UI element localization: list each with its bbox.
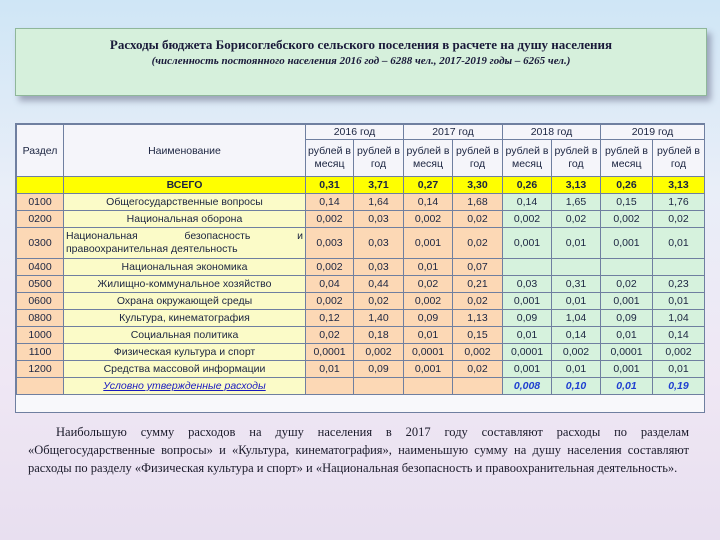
row-value: 0,0001 — [306, 344, 354, 361]
row-value: 0,002 — [653, 344, 705, 361]
header-year: 2017 год — [404, 125, 503, 140]
row-code: 1000 — [17, 327, 64, 344]
table-row — [17, 259, 705, 276]
conditional-value: 0,19 — [653, 378, 705, 395]
row-value: 0,01 — [653, 228, 705, 259]
table-row — [17, 293, 705, 310]
row-value: 0,23 — [653, 276, 705, 293]
row-value: 1,76 — [653, 194, 705, 211]
row-value: 0,14 — [503, 194, 552, 211]
row-code: 0500 — [17, 276, 64, 293]
row-code: 1100 — [17, 344, 64, 361]
header-per-month: рублей в месяц — [601, 140, 653, 177]
total-value: 0,26 — [601, 177, 653, 194]
budget-table-container — [15, 123, 705, 413]
table-row — [17, 211, 705, 228]
row-value: 0,02 — [306, 327, 354, 344]
row-value: 0,001 — [601, 361, 653, 378]
header-row-years — [17, 125, 705, 140]
row-value: 0,14 — [404, 194, 453, 211]
row-value: 0,03 — [354, 228, 404, 259]
row-code: 0100 — [17, 194, 64, 211]
row-value: 0,0001 — [404, 344, 453, 361]
row-value: 0,02 — [453, 361, 503, 378]
row-value: 0,03 — [354, 211, 404, 228]
total-value: 3,13 — [653, 177, 705, 194]
table-row — [17, 228, 705, 259]
row-value: 0,002 — [404, 293, 453, 310]
row-value: 0,002 — [306, 293, 354, 310]
row-value: 0,002 — [306, 211, 354, 228]
table-row — [17, 361, 705, 378]
row-value: 0,02 — [601, 276, 653, 293]
conditional-code — [17, 378, 64, 395]
row-value: 0,04 — [306, 276, 354, 293]
row-value: 0,001 — [404, 361, 453, 378]
row-name: Социальная политика — [64, 327, 306, 344]
total-label: ВСЕГО — [64, 177, 306, 194]
row-code: 0800 — [17, 310, 64, 327]
row-value: 0,14 — [306, 194, 354, 211]
row-name: Жилищно-коммунальное хозяйство — [64, 276, 306, 293]
row-value: 0,09 — [354, 361, 404, 378]
row-value: 0,18 — [354, 327, 404, 344]
row-value: 0,0001 — [601, 344, 653, 361]
row-value: 0,002 — [404, 211, 453, 228]
row-value: 0,001 — [601, 293, 653, 310]
total-code — [17, 177, 64, 194]
total-value: 0,26 — [503, 177, 552, 194]
row-code: 0600 — [17, 293, 64, 310]
row-value: 1,04 — [552, 310, 601, 327]
row-value: 0,02 — [552, 211, 601, 228]
header-per-month: рублей в месяц — [503, 140, 552, 177]
conditional-value: 0,01 — [601, 378, 653, 395]
row-name: Охрана окружающей среды — [64, 293, 306, 310]
row-value: 0,02 — [453, 228, 503, 259]
conditional-value: 0,008 — [503, 378, 552, 395]
total-value: 3,30 — [453, 177, 503, 194]
row-code: 0300 — [17, 228, 64, 259]
row-value: 1,04 — [653, 310, 705, 327]
header-per-year: рублей в год — [354, 140, 404, 177]
header-year: 2016 год — [306, 125, 404, 140]
page-title: Расходы бюджета Борисоглебского сельского поселения в расчете на душу населения — [109, 37, 613, 52]
row-value — [653, 259, 705, 276]
table-row — [17, 344, 705, 361]
row-value: 0,14 — [653, 327, 705, 344]
row-value: 0,09 — [404, 310, 453, 327]
total-value: 3,71 — [354, 177, 404, 194]
row-value: 0,01 — [503, 327, 552, 344]
row-name: Общегосударственные вопросы — [64, 194, 306, 211]
row-value: 0,03 — [354, 259, 404, 276]
row-value: 0,01 — [653, 293, 705, 310]
row-value: 0,002 — [601, 211, 653, 228]
row-value: 0,003 — [306, 228, 354, 259]
header-per-year: рублей в год — [552, 140, 601, 177]
table-row — [17, 310, 705, 327]
conditional-value — [306, 378, 354, 395]
row-value — [601, 259, 653, 276]
header-year: 2018 год — [503, 125, 601, 140]
row-value: 1,13 — [453, 310, 503, 327]
row-value: 1,64 — [354, 194, 404, 211]
row-value: 0,0001 — [503, 344, 552, 361]
table-row — [17, 327, 705, 344]
row-name: Физическая культура и спорт — [64, 344, 306, 361]
conditional-value — [453, 378, 503, 395]
row-value: 0,03 — [503, 276, 552, 293]
row-value: 1,68 — [453, 194, 503, 211]
row-value: 0,001 — [503, 361, 552, 378]
row-value: 0,01 — [601, 327, 653, 344]
conditional-row — [17, 378, 705, 395]
row-value: 0,01 — [404, 259, 453, 276]
page-subtitle: (численность постоянного населения 2016 год – 6288 чел., 2017-2019 годы – 6265 чел.) — [151, 55, 571, 67]
row-value — [552, 259, 601, 276]
row-value: 0,01 — [653, 361, 705, 378]
row-value: 0,002 — [552, 344, 601, 361]
row-value: 0,002 — [354, 344, 404, 361]
row-value: 1,40 — [354, 310, 404, 327]
summary-paragraph: Наибольшую сумму расходов на душу населения в 2017 году составляют расходы по разделам «Общегосударственные вопросы» и «Культура, кинематография», наименьшую сумму на душу населения составляют расходы по разделу «Физическая культура и спорт» и «Национальная безопасность и правоохранительная деятельность». — [28, 425, 689, 475]
title-box — [15, 28, 707, 96]
row-name: Средства массовой информации — [64, 361, 306, 378]
row-value: 0,001 — [601, 228, 653, 259]
row-value: 0,001 — [503, 228, 552, 259]
header-section: Раздел — [17, 125, 64, 177]
row-value: 0,01 — [404, 327, 453, 344]
row-value: 0,01 — [552, 361, 601, 378]
row-value: 0,02 — [653, 211, 705, 228]
row-value: 1,65 — [552, 194, 601, 211]
row-value: 0,001 — [503, 293, 552, 310]
row-value: 0,001 — [404, 228, 453, 259]
header-per-month: рублей в месяц — [404, 140, 453, 177]
row-value: 0,01 — [306, 361, 354, 378]
row-value: 0,15 — [601, 194, 653, 211]
row-value — [503, 259, 552, 276]
header-name: Наименование — [64, 125, 306, 177]
row-code: 0400 — [17, 259, 64, 276]
total-value: 0,27 — [404, 177, 453, 194]
conditional-value — [354, 378, 404, 395]
conditional-name: Условно утвержденные расходы — [64, 378, 306, 395]
header-year: 2019 год — [601, 125, 705, 140]
row-value: 0,002 — [453, 344, 503, 361]
row-value: 0,02 — [354, 293, 404, 310]
conditional-value: 0,10 — [552, 378, 601, 395]
row-value: 0,07 — [453, 259, 503, 276]
total-row — [17, 177, 705, 194]
row-value: 0,14 — [552, 327, 601, 344]
table-row — [17, 276, 705, 293]
row-name: Национальная безопасность и правоохранительная деятельность — [64, 228, 306, 259]
row-code: 0200 — [17, 211, 64, 228]
row-value: 0,01 — [552, 293, 601, 310]
total-value: 3,13 — [552, 177, 601, 194]
row-value: 0,002 — [306, 259, 354, 276]
row-value: 0,09 — [601, 310, 653, 327]
row-value: 0,02 — [453, 293, 503, 310]
row-name: Национальная оборона — [64, 211, 306, 228]
budget-table — [16, 124, 705, 395]
row-value: 0,01 — [552, 228, 601, 259]
row-name: Культура, кинематография — [64, 310, 306, 327]
conditional-value — [404, 378, 453, 395]
row-value: 0,31 — [552, 276, 601, 293]
row-value: 0,15 — [453, 327, 503, 344]
row-value: 0,02 — [453, 211, 503, 228]
header-per-year: рублей в год — [453, 140, 503, 177]
row-value: 0,02 — [404, 276, 453, 293]
total-value: 0,31 — [306, 177, 354, 194]
row-value: 0,12 — [306, 310, 354, 327]
table-row — [17, 194, 705, 211]
header-per-month: рублей в месяц — [306, 140, 354, 177]
row-value: 0,002 — [503, 211, 552, 228]
row-value: 0,21 — [453, 276, 503, 293]
header-per-year: рублей в год — [653, 140, 705, 177]
row-value: 0,09 — [503, 310, 552, 327]
row-name: Национальная экономика — [64, 259, 306, 276]
row-code: 1200 — [17, 361, 64, 378]
row-value: 0,44 — [354, 276, 404, 293]
